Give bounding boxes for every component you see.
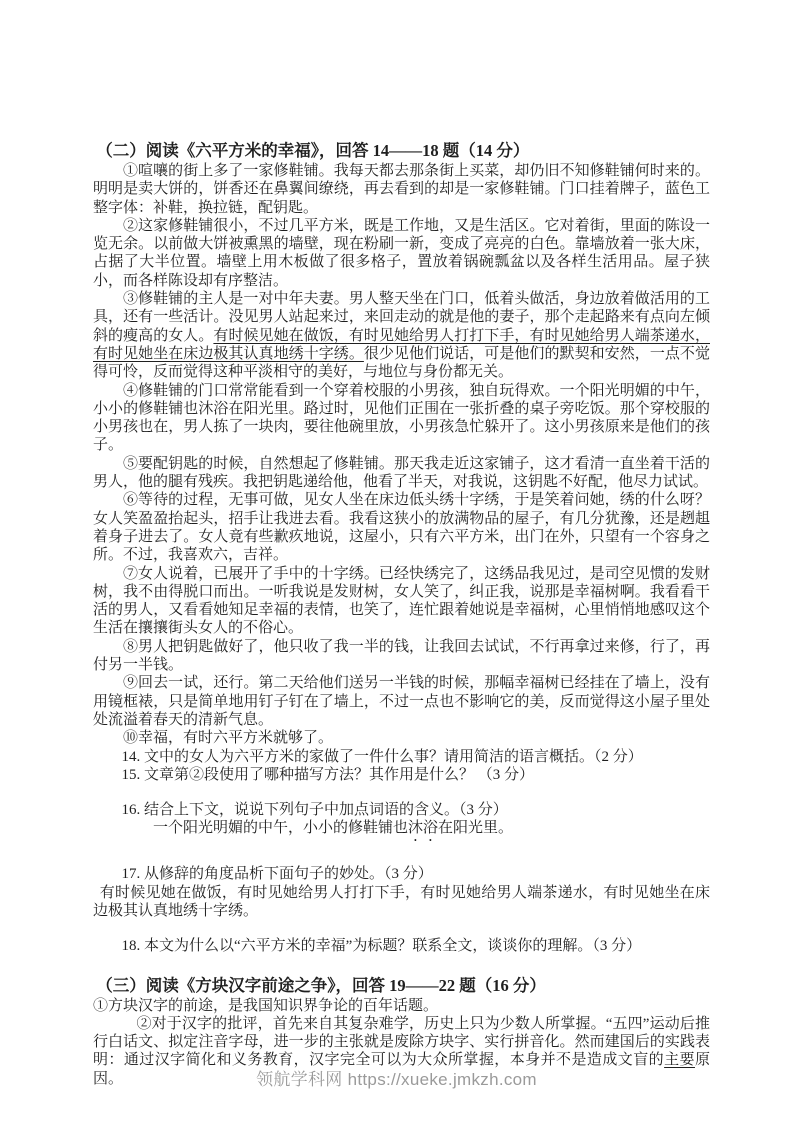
text-segment: ⑤要配钥匙的时候，自然想起了修鞋铺。那天我走近这家铺子，这才看清一直坐着干活的男人，他的腿有残疾。我把钥匙递给他，他看了半天，对我说，这钥匙不好配，他尽力试试。: [93, 455, 710, 491]
watermark: [0, 1069, 793, 1091]
paragraph-9: [93, 674, 710, 729]
text-segment: 一个阳光明媚的中午，小小的修鞋铺也: [153, 820, 409, 837]
question-16-quote: [93, 819, 710, 845]
watermark-text: 领航学科网 https://xueke.jmkzh.com: [256, 1070, 537, 1089]
text-segment: 在阳光里。: [438, 820, 514, 837]
question-18: 18. 本文为什么以“六平方米的幸福”为标题？联系全文，谈谈你的理解。（3 分）: [121, 938, 642, 955]
question-15: 15. 文章第②段使用了哪种描写方法？其作用是什么？ （3 分）: [121, 766, 535, 783]
paragraph-8: [93, 638, 710, 675]
question-14: 14. 文中的女人为六平方米的家做了一件什么事？请用简洁的语言概括。（2 分）: [121, 748, 643, 765]
paragraph-5: [93, 455, 710, 492]
text-segment: ①喧嚷的街上多了一家修鞋铺。我每天都去那条街上买菜，却仍旧不知修鞋铺何时来的。明明是卖大饼的，饼香还在鼻翼间缭绕，再去看到的却是一家修鞋铺。门口挂着牌子，蓝色工整字体：补鞋，换拉链，配钥匙。: [93, 163, 710, 216]
text-segment: ②这家修鞋铺很小，不过几平方米，既是工作地，又是生活区。它对着街，里面的陈设一览无余。以前做大饼被熏黑的墙壁，现在粉刷一新，变成了亮亮的白色。靠墙放着一张大床，占据了大半位置。墙壁上用木板做了很多格子，置放着锅碗瓢盆以及各样生活用品。屋子狭小，而各样陈设却有序整洁。: [93, 217, 710, 289]
question-16: 16. 结合上下文，说说下列句子中加点词语的含义。（3 分）: [121, 802, 508, 819]
section-3-heading: （三）阅读《方块汉字前途之争》，回答 19——22 题（16 分）: [96, 975, 546, 995]
underlined-text: 有时候见她在做饭，有时见她给男人打打下手，有时见她给男人端茶递水，有时见她坐在床边极其认真地绣十字绣。: [93, 327, 710, 362]
paragraph-4: [93, 382, 710, 455]
question-17: 17. 从修辞的角度品析下面句子的妙处。（3 分）: [121, 866, 433, 883]
paragraph-3: [93, 290, 710, 381]
text-segment: ②对于汉字的批评，首先来自其复杂难学，历史上只为少数人所掌握。“五四”运动后推行白话文、拟定注音字母，进一步的主张就是废除方块字、实行拼音化。然而建国后的实践表明：通过汉字简化和义务教育，汉字完全可以为大众所掌握，本身并不是造成文盲的: [93, 1015, 710, 1069]
underlined-text: 主要: [664, 1052, 695, 1069]
text-segment: ①方块汉字的前途，是我国知识界争论的百年话题。: [93, 997, 439, 1014]
paragraph-10: [93, 729, 710, 747]
text-segment: 很少见他们说话，可是他们的默契和安然，一点不觉得可怜，反而觉得这种平淡相守的美好，与地位与身份都无关。: [93, 345, 710, 381]
paragraph-1: [93, 162, 710, 217]
text-segment: 有时候见她在做饭，有时见她给男人打打下手，有时见她给男人端茶递水，有时见她坐在床边极其认真地绣十字绣。: [93, 884, 710, 919]
section3-paragraph-1: [93, 997, 710, 1015]
text-segment: ⑧男人把钥匙做好了，他只收了我一半的钱，让我回去试试，不行再拿过来修，行了，再付另一半钱。: [93, 638, 710, 674]
paragraph-2: [93, 217, 710, 290]
paragraph-7: [93, 565, 710, 638]
text-segment: ③修鞋铺的主人是一对中年夫妻。男人整天坐在门口，低着头做活，身边放着做活用的工具，还有一些活计。没见男人站起来过，来回走动的就是他的妻子，那个走起路来有点向左倾斜的瘦高的女人。: [93, 291, 710, 344]
text-segment: ⑥等待的过程，无事可做，见女人坐在床边低头绣十字绣，于是笑着问她，绣的什么呀？女人笑盈盈抬起头，招手让我进去看。我看这狭小的放满物品的屋子，有几分犹豫，还是趔趄着身子进去了。女人竟有些歉疚地说，这屋小，只有六平方米，出门在外，只望有一个容身之所。不过，我喜欢六，吉祥。: [93, 492, 710, 564]
text-segment: ⑩幸福，有时六平方米就够了。: [123, 730, 334, 747]
dotted-emphasis-text: 沐浴: [408, 820, 439, 837]
section-2-heading: （二）阅读《六平方米的幸福》，回答 14——18 题（14 分）: [96, 141, 530, 160]
text-segment: 原因。: [93, 1052, 710, 1087]
text-segment: ⑨回去一试，还行。第二天给他们送另一半钱的时候，那幅幸福树已经挂在了墙上，没有用镜框裱，只是简单地用钉子钉在了墙上，不过一点也不影响它的美，反而觉得这小屋子里处处流溢着春天的清新气息。: [93, 675, 710, 728]
question-17-quote: [93, 884, 710, 921]
text-segment: ④修鞋铺的门口常常能看到一个穿着校服的小男孩，独自玩得欢。一个阳光明媚的中午，小小的修鞋铺也沐浴在阳光里。路过时，见他们正围在一张折叠的桌子旁吃饭。那个穿校服的小男孩也在，男人拣了一块肉，要往他碗里放，小男孩急忙躲开了。这小男孩原来是他们的孩子。: [93, 382, 710, 454]
paragraph-6: [93, 491, 710, 564]
text-segment: ⑦女人说着，已展开了手中的十字绣。已经快绣完了，这绣品我见过，是司空见惯的发财树，我不由得脱口而出。一听我说是发财树，女人笑了，纠正我，说那是幸福树啊。我看看干活的男人，又看看她知足幸福的表情，也笑了，连忙跟着她说是幸福树，心里悄悄地感叹这个生活在攘攘街头女人的不俗心。: [93, 565, 710, 637]
